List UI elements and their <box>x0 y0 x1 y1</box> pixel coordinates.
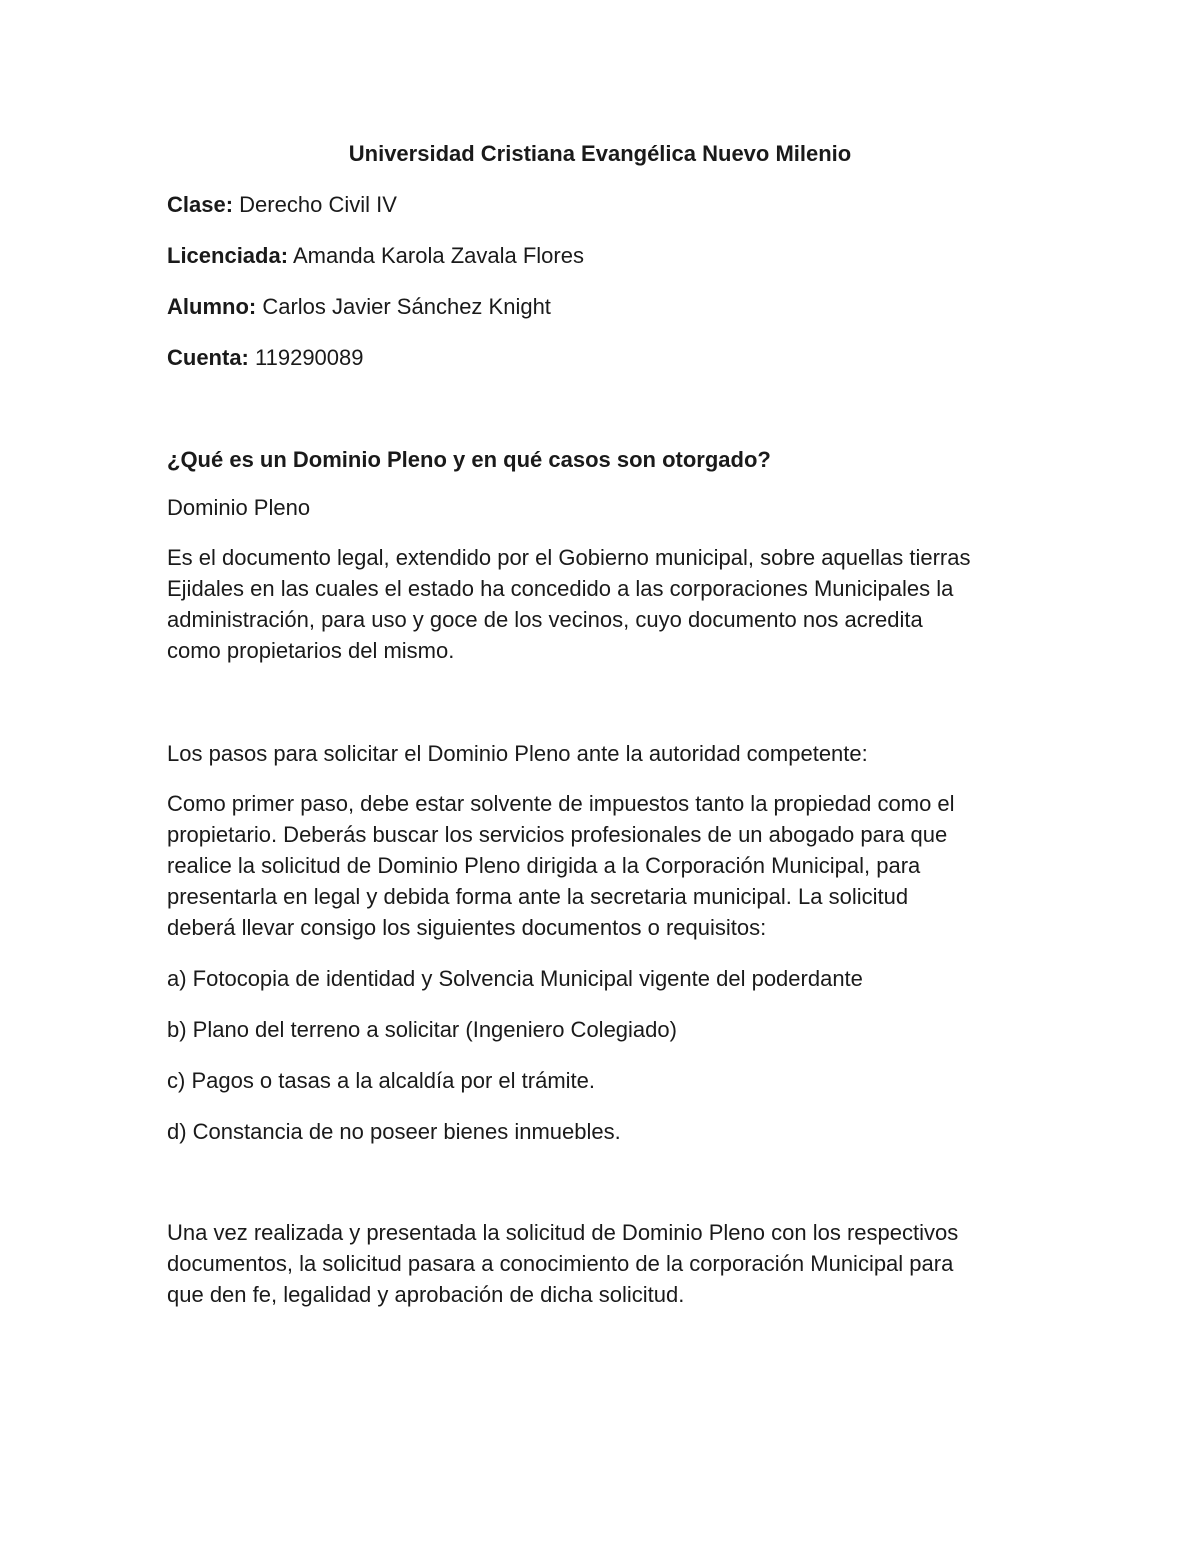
student-label: Alumno: <box>167 294 257 319</box>
student-value: Carlos Javier Sánchez Knight <box>262 294 551 319</box>
definition-line: como propietarios del mismo. <box>167 638 455 663</box>
definition-line: administración, para uso y goce de los vecinos, cuyo documento nos acredita <box>167 607 923 632</box>
steps-line: realice la solicitud de Dominio Pleno dirigida a la Corporación Municipal, para <box>167 853 921 878</box>
closing-line: Una vez realizada y presentada la solicitud de Dominio Pleno con los respectivos <box>167 1220 959 1245</box>
definition-line: Es el documento legal, extendido por el Gobierno municipal, sobre aquellas tierras <box>167 545 971 570</box>
section-heading: Dominio Pleno <box>167 495 311 520</box>
steps-line: presentarla en legal y debida forma ante la secretaria municipal. La solicitud <box>167 884 909 909</box>
class-label: Clase: <box>167 192 234 217</box>
account-line <box>167 342 364 373</box>
steps-line: propietario. Deberás buscar los servicios profesionales de un abogado para que <box>167 822 948 847</box>
question-heading: ¿Qué es un Dominio Pleno y en qué casos son otorgado? <box>167 447 771 472</box>
requirement-item: b) Plano del terreno a solicitar (Ingeniero Colegiado) <box>167 1017 677 1042</box>
steps-intro: Los pasos para solicitar el Dominio Pleno ante la autoridad competente: <box>167 741 868 766</box>
account-value: 119290089 <box>255 345 364 370</box>
definition-line: Ejidales en las cuales el estado ha concedido a las corporaciones Municipales la <box>167 576 954 601</box>
requirement-item: c) Pagos o tasas a la alcaldía por el trámite. <box>167 1068 595 1093</box>
professor-value: Amanda Karola Zavala Flores <box>292 243 584 268</box>
steps-line: Como primer paso, debe estar solvente de impuestos tanto la propiedad como el <box>167 791 955 816</box>
closing-line: documentos, la solicitud pasara a conocimiento de la corporación Municipal para <box>167 1251 954 1276</box>
closing-line: que den fe, legalidad y aprobación de dicha solicitud. <box>167 1282 685 1307</box>
requirement-item: a) Fotocopia de identidad y Solvencia Municipal vigente del poderdante <box>167 966 863 991</box>
class-line <box>167 189 397 220</box>
class-value: Derecho Civil IV <box>239 192 397 217</box>
definition-paragraph <box>167 542 1047 666</box>
requirement-item: d) Constancia de no poseer bienes inmuebles. <box>167 1119 621 1144</box>
document-title: Universidad Cristiana Evangélica Nuevo Milenio <box>348 141 852 166</box>
professor-label: Licenciada: <box>167 243 289 268</box>
steps-paragraph <box>167 788 1047 943</box>
professor-line <box>167 240 584 271</box>
account-label: Cuenta: <box>167 345 249 370</box>
closing-paragraph <box>167 1217 1047 1310</box>
steps-line: deberá llevar consigo los siguientes documentos o requisitos: <box>167 915 767 940</box>
student-line <box>167 291 551 322</box>
